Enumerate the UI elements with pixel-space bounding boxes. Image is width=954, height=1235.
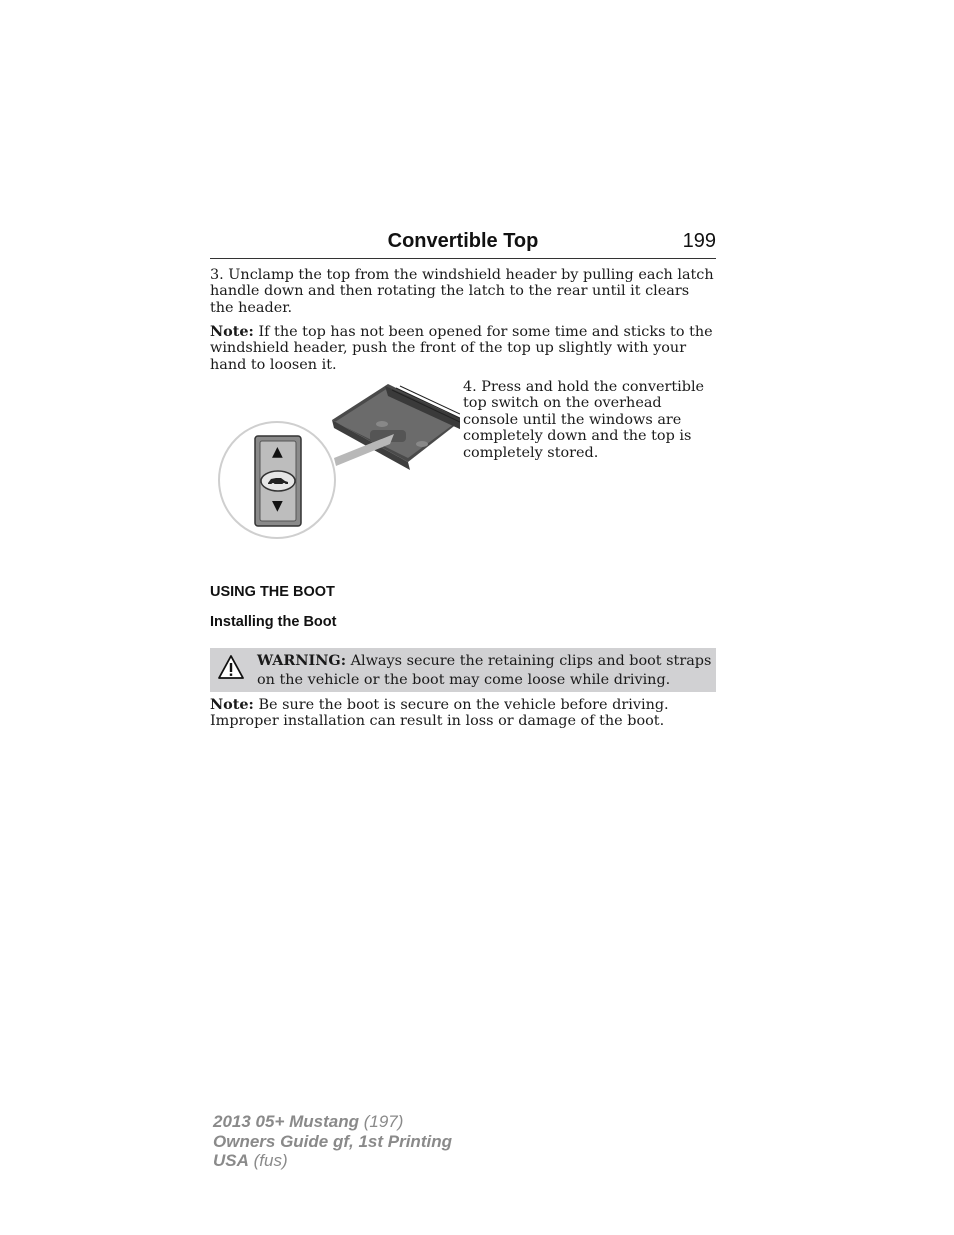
- warning-triangle-icon: [218, 654, 244, 680]
- note-label: Note:: [210, 696, 254, 713]
- down-arrow-icon: ▼: [272, 498, 283, 514]
- warning-box: [210, 648, 716, 692]
- convertible-top-switch-illustration: [210, 378, 460, 548]
- overhead-console-icon: [332, 384, 460, 470]
- warning-label: WARNING:: [257, 652, 347, 669]
- up-arrow-icon: ▲: [272, 444, 283, 460]
- footer-line-3: USA (fus): [213, 1151, 288, 1170]
- page-number: 199: [682, 230, 716, 252]
- note-label: Note:: [210, 323, 254, 340]
- section-heading: USING THE BOOT: [210, 584, 335, 600]
- page-header: [210, 228, 716, 259]
- note-paragraph-2: [210, 697, 716, 730]
- step-3-text: 3. Unclamp the top from the windshield header by pulling each latch handle down and then rotating the latch to the rear until it clears the header.: [210, 267, 714, 316]
- step-4-text: 4. Press and hold the convertible top switch on the overhead console until the windows are completely down and the top is completely stored.: [463, 379, 705, 461]
- warning-body: Always secure the retaining clips and boot straps on the vehicle or the boot may come loose while driving.: [257, 653, 712, 688]
- note-text: If the top has not been opened for some time and sticks to the windshield header, push the front of the top up slightly with your hand to loosen it.: [210, 324, 713, 373]
- footer-line-2: Owners Guide gf, 1st Printing: [213, 1131, 452, 1151]
- warning-text: [257, 651, 712, 690]
- note-paragraph-1: [210, 324, 716, 373]
- page-title: Convertible Top: [387, 230, 539, 252]
- note-text: Be sure the boot is secure on the vehicle before driving. Improper installation can result in loss or damage of the boot.: [210, 697, 669, 730]
- subsection-heading: Installing the Boot: [210, 614, 337, 630]
- footer-line-1: 2013 05+ Mustang (197): [213, 1112, 404, 1131]
- car-icon: [266, 476, 290, 486]
- manual-page: [210, 228, 716, 730]
- page-footer: [213, 1112, 452, 1171]
